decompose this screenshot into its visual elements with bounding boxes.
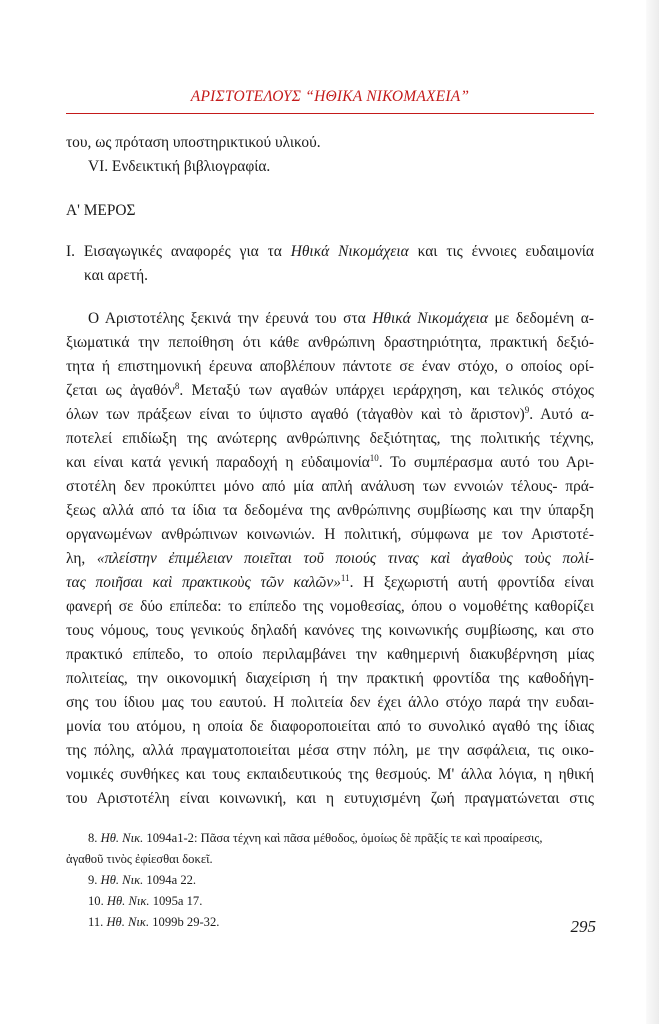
paragraph-line [66,571,594,595]
footnote-number: 11. [88,915,107,929]
intro-line-2: VI. Ενδεικτική βιβλιογραφία. [88,158,271,175]
section-heading [66,240,594,288]
text-run: Ο Αριστοτέλης ξεκινά την έρευνά του στα [88,310,373,327]
text-run: . Το συμπέρασμα αυτό του Αρι- [378,454,594,471]
footnote-ref-9: 9 [524,404,530,415]
footnote-ref-8: 8 [174,380,180,391]
footnotes [66,828,594,933]
text-run: . Η ξεχωριστή αυτή φροντίδα είναι [349,574,595,591]
body-paragraph [66,307,594,811]
paragraph-line: ξιωματικά την πεποίθηση ότι κάθε ανθρώπινη δραστηριότητα, πρακτική δεξιό- [66,334,594,351]
text-run: . Μεταξύ των αγαθών υπάρχει ιεράρχηση, και τελικός στόχος [179,382,594,399]
text-run: ζεται ως ἀγαθόν [66,382,175,399]
footnote-number: 10. [88,894,107,908]
footnote-ref-abbrev: Ηθ. Νικ. [106,894,150,908]
footnote-10 [66,891,594,912]
paragraph-line: φανερή σε δύο επίπεδα: το επίπεδο της νομοθεσίας, όπου ο νομοθέτης καθορίζει [66,598,594,615]
footnote-8-continuation: ἀγαθοῦ τινὸς ἐφίεσθαι δοκεῖ. [66,852,213,866]
paragraph-line: τητα ή επιστημονική έρευνα αποβλέπουν πάντοτε σε έναν στόχο, ο οποίος ορί- [66,358,594,375]
footnote-ref-abbrev: Ηθ. Νικ. [100,873,144,887]
paragraph-line: μονία του ατόμου, η οποία δε διαφοροποιείται από το συνολικό αγαθό της ίδιας [66,718,594,735]
footnote-number: 9. [88,873,101,887]
footnote-ref-10: 10 [369,452,379,463]
text-run: και είναι κατά γενική παραδοχή η εὐδαιμονία [66,454,370,471]
footnote-8 [66,828,594,849]
paragraph-line: τους νόμους, τους γενικούς δηλαδή κανόνες της κοινωνικής συμβίωσης, και στο [66,622,594,639]
paragraph-line: πρακτικό επίπεδο, το οποίο περιλαμβάνει την καθημερινή διακυβέρνηση μίας [66,646,594,663]
paragraph-line: σης του ίδιου μας του εαυτού. Η πολιτεία δεν έχει άλλο στόχο παρά την ευδαι- [66,694,594,711]
paragraph-line: πολιτείας, την οικονομική διαχείριση ή την πρακτική φροντίδα της καθοδήγη- [66,670,594,687]
greek-quote-italic: τας ποιῆσαι καὶ πρακτικοὺς τῶν καλῶν» [66,574,341,591]
footnote-ref-abbrev: Ηθ. Νικ. [100,831,144,845]
paragraph-line: ξεως αλλά από τα ίδια τα δεδομένα της ανθρώπινης συμβίωσης και την ύπαρξη [66,502,594,519]
greek-quote-italic: «πλείστην ἐπιμέλειαν ποιεῖται τοῦ ποιούς τινας καὶ ἀγαθοὺς τοὺς πολί- [96,550,594,567]
paragraph-line: ποτελεί επιδίωξη της ανώτερης ανθρώπινης δεξιότητας, της πολιτικής τέχνης, [66,430,594,447]
section-suffix: και τις έννοιες ευδαιμονία [408,243,594,260]
paragraph-line: οργανωμένων ανθρώπινων κοινωνιών. Η πολιτική, σύμφωνα με τον Αριστοτέ- [66,526,594,543]
footnote-number: 8. [88,831,101,845]
section-prefix: Ι. Εισαγωγικές αναφορές για τα [66,243,291,260]
page-edge-shadow [646,0,659,1024]
header-rule [66,113,594,114]
footnote-text: 1094a 22. [143,873,197,887]
footnote-ref-abbrev: Ηθ. Νικ. [106,915,150,929]
text-run: όλων των πράξεων είναι το ύψιστο αγαθό (τἀγαθὸν καὶ τὸ ἄριστον) [66,406,525,423]
work-title-italic: Ηθικά Νικομάχεια [372,310,488,327]
section-heading-line-2: και αρετή. [84,267,148,284]
running-header: ΑΡΙΣΤΟΤΕΛΟΥΣ “ΗΘΙΚΑ ΝΙΚΟΜΑΧΕΙΑ” [190,88,470,105]
footnote-11 [66,912,594,933]
footnote-ref-11: 11 [340,572,350,583]
intro-lines [66,131,594,179]
footnote-text: 1095a 17. [149,894,203,908]
part-heading: Α' ΜΕΡΟΣ [66,202,136,219]
paragraph-line [66,379,594,403]
text-run: λη, [66,550,97,567]
paragraph-line [66,403,594,427]
text-run: . Αυτό α- [529,406,594,423]
page-number: 295 [570,917,596,936]
paragraph-line: του Αριστοτέλη είναι κοινωνική, και η ευτυχισμένη ζωή πραγματώνεται στις [66,790,594,807]
footnote-9 [66,870,594,891]
intro-line-1: του, ως πρόταση υποστηρικτικού υλικού. [66,134,321,151]
paragraph-line: της πόλης, αλλά πραγματοποιείται μέσα στην πόλη, με την ασφάλεια, τις οικο- [66,742,594,759]
section-title-italic: Ηθικά Νικομάχεια [290,243,409,260]
paragraph-line [66,451,594,475]
paragraph-line [66,547,594,571]
paragraph-line [66,307,594,331]
footnote-text: 1099b 29-32. [149,915,220,929]
paragraph-line: νομικές συνθήκες και τους εκπαιδευτικούς της θεσμούς. Μ' άλλα λόγια, η ηθική [66,766,594,783]
text-run: με δεδομένη α- [487,310,594,327]
footnote-text: 1094a1-2: Πᾶσα τέχνη καὶ πᾶσα μέθοδος, ὁμοίως δὲ πρᾶξίς τε καὶ προαίρεσις, [143,831,543,845]
paragraph-line: στοτέλη δεν προκύπτει μόνο από μία απλή ανάλυση των εννοιών τέλους- πρά- [66,478,594,495]
section-heading-line-1 [66,240,594,264]
